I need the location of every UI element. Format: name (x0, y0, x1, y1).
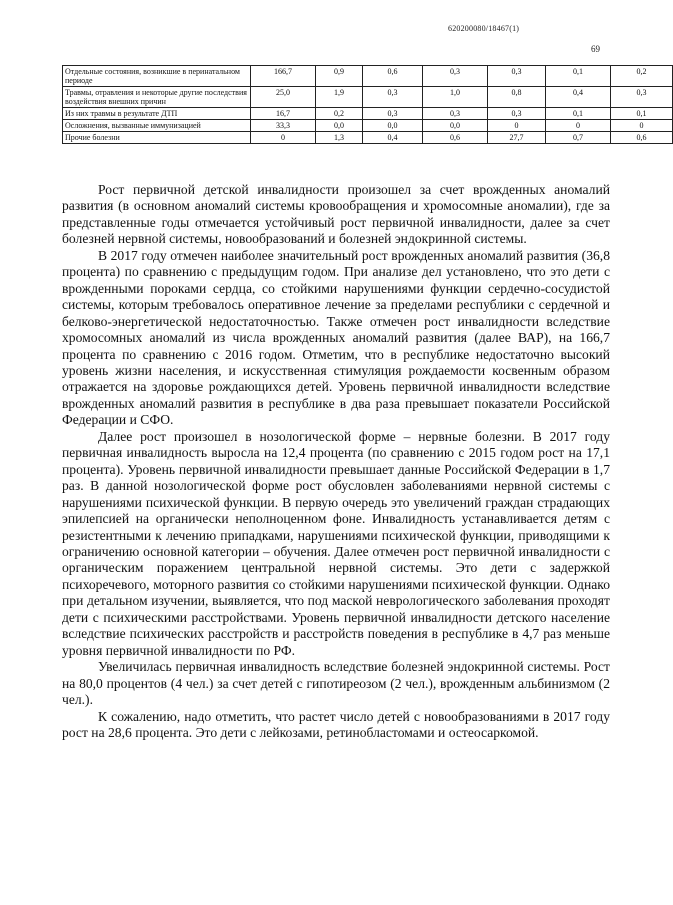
table-cell: 0,2 (611, 66, 673, 87)
table-cell: 0,7 (546, 132, 611, 144)
table-cell: 27,7 (488, 132, 546, 144)
table-cell: 0,6 (363, 66, 423, 87)
table-cell: 0,6 (611, 132, 673, 144)
table-cell: 0 (611, 120, 673, 132)
table-cell: 0,2 (316, 108, 363, 120)
table-row (63, 108, 673, 120)
table-cell: 0,3 (423, 66, 488, 87)
row-label: Осложнения, вызванные иммунизацией (63, 120, 251, 132)
table-cell: 166,7 (251, 66, 316, 87)
table-cell: 16,7 (251, 108, 316, 120)
table-cell: 0,6 (423, 132, 488, 144)
table-row (63, 66, 673, 87)
table-cell: 0,8 (488, 87, 546, 108)
table-cell: 25,0 (251, 87, 316, 108)
paragraph: В 2017 году отмечен наиболее значительный рост врожденных аномалий развития (36,8 процента) по сравнению с предыдущим годом. При анализе дел установлено, что это дети с врожденными пороками сердца, со стойкими нарушениями функции сердечно-сосудистой системы, которым требовалось оперативное лечение за пределами республики с сердечной и белково-энергетической недостаточностью. Также отмечен рост инвалидности вследствие хромосомных аномалий из числа врожденных аномалий развития (далее ВАР), на 166,7 процента по сравнению с 2016 годом. Отметим, что в республике недостаточно высокий уровень жизни населения, и искусственная стимуляция рождаемости косвенным образом отражается на здоровье рождающихся детей. Уровень первичной инвалидности вследствие врожденных аномалий развития в республике в два раза превышает показатели Российской Федерации и СФО. (62, 247, 610, 428)
page-number: 69 (591, 44, 600, 54)
table-cell: 0 (546, 120, 611, 132)
table-cell: 1,0 (423, 87, 488, 108)
paragraph: К сожалению, надо отметить, что растет число детей с новообразованиями в 2017 году рост на 28,6 процента. Это дети с лейкозами, ретинобластомами и остеосаркомой. (62, 708, 610, 740)
table-cell: 0,4 (546, 87, 611, 108)
table-cell: 0,1 (611, 108, 673, 120)
row-label: Травмы, отравления и некоторые другие последствия воздействия внешних причин (63, 87, 251, 108)
paragraph: Далее рост произошел в нозологической форме – нервные болезни. В 2017 году первичная инвалидность выросла на 12,4 процента (по сравнению с 2015 годом рост на 17,1 процента). Уровень первичной инвалидности превышает данные Российской Федерации в 1,7 раз. В данной нозологической форме рост обусловлен заболеваниями нервной системы с нарушениями психической функции. В первую очередь это увеличений граждан страдающих эпилепсией на органически неполноценном фоне. Инвалидность устанавливается детям с резистентными к лечению припадками, нарушениями психической функции, приводящими к ограничению основной категории – обучения. Далее отмечен рост первичной инвалидности с органическим поражением центральной нервной системы. Это дети с задержкой психоречевого, моторного развития со стойкими нарушениями психической функции. Однако при детальном изучении, выявляется, что под маской неврологического заболевания проходят дети с психическими расстройствами. Уровень первичной инвалидности детского население вследствие психических расстройств и расстройств поведения в республике в 4,7 раз меньше уровня первичной инвалидности по РФ. (62, 428, 610, 658)
table-cell: 0,1 (546, 66, 611, 87)
table-cell: 1,9 (316, 87, 363, 108)
table-cell: 0 (251, 132, 316, 144)
table-cell: 0,1 (546, 108, 611, 120)
table-cell: 0,3 (488, 108, 546, 120)
table-cell: 0 (488, 120, 546, 132)
paragraph: Рост первичной детской инвалидности произошел за счет врожденных аномалий развития (в основном аномалий системы кровообращения и хромосомные аномалии), где за представленные годы отмечается устойчивый рост первичной инвалидности, далее за счет болезней нервной системы, новообразований и болезней эндокринной системы. (62, 182, 610, 247)
table-cell: 33,3 (251, 120, 316, 132)
document-id: 620200080/18467(1) (448, 24, 520, 33)
table-cell: 0,0 (363, 120, 423, 132)
table-cell: 0,3 (488, 66, 546, 87)
table-cell: 0,0 (316, 120, 363, 132)
table-cell: 0,4 (363, 132, 423, 144)
table-row (63, 87, 673, 108)
paragraph: Увеличилась первичная инвалидность вследствие болезней эндокринной системы. Рост на 80,0 процентов (4 чел.) за счет детей с гипотиреозом (2 чел.), врожденным альбинизмом (2 чел.). (62, 659, 610, 708)
table-cell: 0,3 (363, 108, 423, 120)
table-cell: 0,3 (363, 87, 423, 108)
statistics-table (62, 65, 673, 144)
row-label: Из них травмы в результате ДТП (63, 108, 251, 120)
table-cell: 0,0 (423, 120, 488, 132)
table-row (63, 132, 673, 144)
table-cell: 0,3 (423, 108, 488, 120)
body-text (62, 182, 610, 741)
table-cell: 0,9 (316, 66, 363, 87)
row-label: Прочие болезни (63, 132, 251, 144)
table-row (63, 120, 673, 132)
table-cell: 1,3 (316, 132, 363, 144)
row-label: Отдельные состояния, возникшие в перинатальном периоде (63, 66, 251, 87)
table-cell: 0,3 (611, 87, 673, 108)
